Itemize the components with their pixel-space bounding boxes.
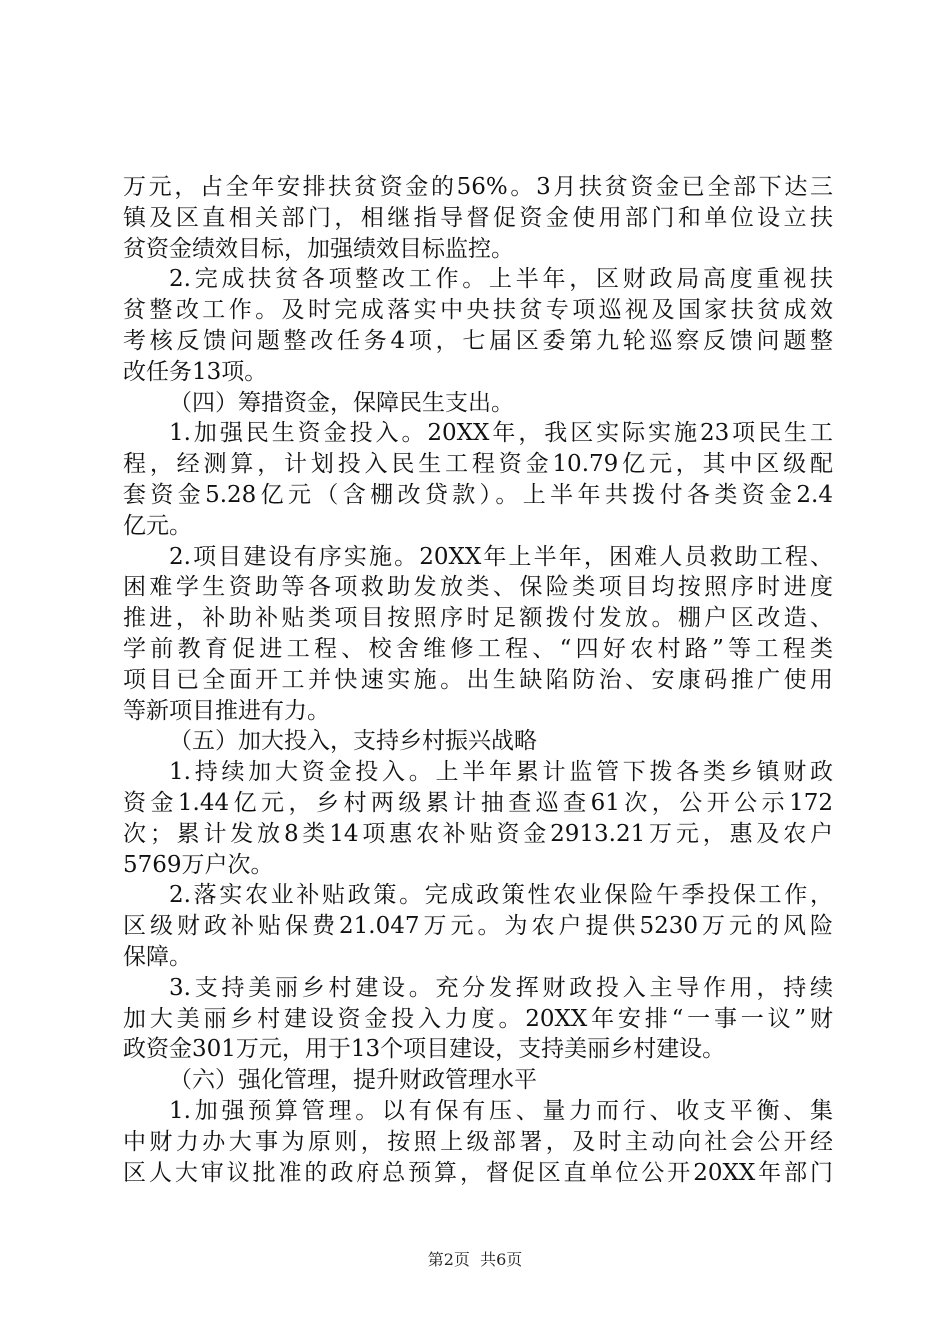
text-line: 政资金301万元，用于13个项目建设，支持美丽乡村建设。 [123,1036,726,1063]
text-line: 贫资金绩效目标，加强绩效目标监控。 [123,235,514,262]
text-line: 保障。 [123,943,192,970]
text-line: （六）强化管理，提升财政管理水平 [169,1067,537,1094]
text-line: 2.落实农业补贴政策。完成政策性农业保险午季投保工作， [169,882,833,909]
text-line: 区级财政补贴保费21.047万元。为农户提供5230万元的风险 [123,913,833,940]
text-line: 区人大审议批准的政府总预算，督促区直单位公开20XX年部门 [123,1159,833,1186]
text-line: 程，经测算，计划投入民生工程资金10.79亿元，其中区级配 [123,451,833,478]
text-line: 万元，占全年安排扶贫资金的56%。3月扶贫资金已全部下达三 [123,174,833,200]
text-line: 考核反馈问题整改任务4项，七届区委第九轮巡察反馈问题整 [123,327,833,354]
text-line: （四）筹措资金，保障民生支出。 [169,389,514,416]
text-line: 项目已全面开工并快速实施。出生缺陷防治、安康码推广使用 [123,666,833,693]
text-line: 次；累计发放8类14项惠农补贴资金2913.21万元，惠及农户 [123,820,833,847]
text-line: 1.加强预算管理。以有保有压、量力而行、收支平衡、集 [169,1097,833,1124]
text-line: 资金1.44亿元，乡村两级累计抽查巡查61次，公开公示172 [123,789,833,816]
text-line: 镇及区直相关部门，相继指导督促资金使用部门和单位设立扶 [123,204,833,231]
text-line: 2.项目建设有序实施。20XX年上半年，困难人员救助工程、 [169,543,833,570]
page-footer: 第2页 共6页 [427,1250,523,1269]
text-line: 改任务13项。 [123,358,268,385]
text-line: 2.完成扶贫各项整改工作。上半年，区财政局高度重视扶 [169,266,833,293]
text-line: 贫整改工作。及时完成落实中央扶贫专项巡视及国家扶贫成效 [123,297,833,324]
text-line: 困难学生资助等各项救助发放类、保险类项目均按照序时进度 [123,574,833,601]
text-line: 3.支持美丽乡村建设。充分发挥财政投入主导作用，持续 [169,974,833,1001]
text-line: 亿元。 [123,512,192,539]
text-line: 加大美丽乡村建设资金投入力度。20XX年安排“一事一议”财 [123,1005,833,1032]
text-line: 5769万户次。 [123,851,274,878]
text-line: 中财力办大事为原则，按照上级部署，及时主动向社会公开经 [123,1128,833,1155]
text-line: （五）加大投入，支持乡村振兴战略 [169,728,537,755]
text-line: 套资金5.28亿元（含棚改贷款）。上半年共拨付各类资金2.4 [123,481,833,508]
text-line: 1.持续加大资金投入。上半年累计监管下拨各类乡镇财政 [169,759,833,786]
text-line: 1.加强民生资金投入。20XX年，我区实际实施23项民生工 [169,420,833,447]
text-line: 推进，补助补贴类项目按照序时足额拨付发放。棚户区改造、 [123,605,833,632]
document-body [123,172,833,1188]
text-line: 学前教育促进工程、校舍维修工程、“四好农村路”等工程类 [123,635,833,662]
text-line: 等新项目推进有力。 [123,697,330,724]
